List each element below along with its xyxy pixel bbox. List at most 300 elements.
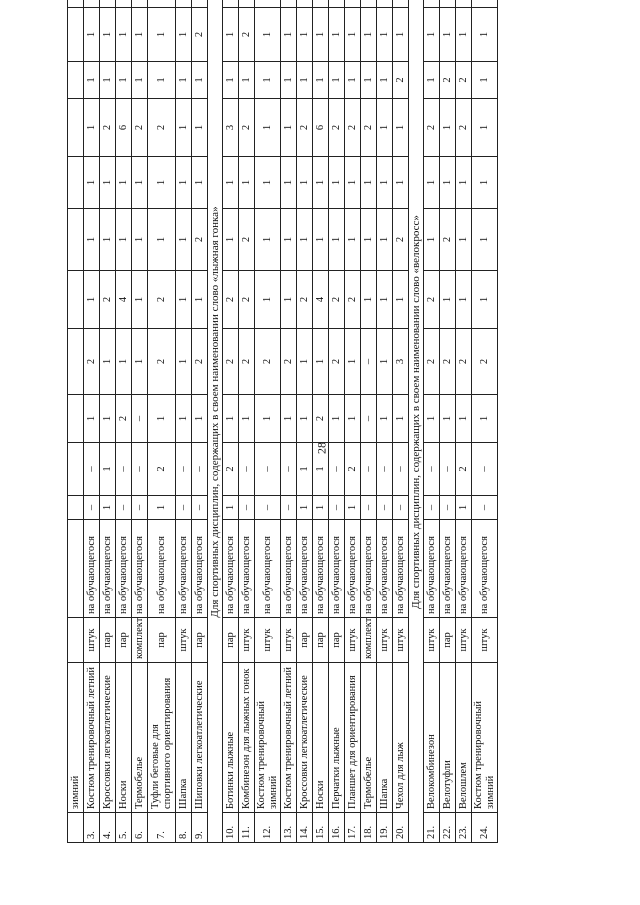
quantity-cell: 2: [192, 8, 208, 62]
per-whom: на обучающегося: [116, 520, 132, 618]
quantity-cell: 1: [100, 157, 116, 209]
table-row: [100, 0, 116, 843]
quantity-cell: 1: [377, 395, 393, 443]
item-name: Костюм тренировочный зимний: [255, 663, 281, 813]
quantity-cell: 1: [239, 395, 255, 443]
quantity-cell: 1: [116, 209, 132, 271]
quantity-cell: 1: [329, 62, 345, 99]
row-number: 24.: [472, 813, 498, 843]
unit: пар: [329, 618, 345, 663]
quantity-cell: 1: [100, 496, 116, 520]
unit: пар: [223, 618, 239, 663]
quantity-cell: 2: [456, 99, 472, 157]
unit: пар: [440, 618, 456, 663]
quantity-cell: 2: [239, 209, 255, 271]
quantity-cell: 1: [329, 157, 345, 209]
unit: пар: [148, 618, 176, 663]
quantity-cell: –: [377, 443, 393, 496]
per-whom: на обучающегося: [84, 520, 100, 618]
quantity-cell: 1: [84, 99, 100, 157]
quantity-cell: 1: [84, 62, 100, 99]
quantity-cell: 1: [297, 395, 313, 443]
quantity-cell: 2: [345, 271, 361, 329]
quantity-cell: 1: [377, 8, 393, 62]
quantity-cell: 1: [345, 395, 361, 443]
per-whom: [68, 520, 84, 618]
row-number: 23.: [456, 813, 472, 843]
quantity-cell: 1: [440, 8, 456, 62]
quantity-cell: 1: [132, 329, 148, 395]
quantity-cell: –: [361, 443, 377, 496]
quantity-cell: –: [361, 496, 377, 520]
row-number: 18.: [361, 813, 377, 843]
quantity-cell: 1: [281, 99, 297, 157]
table-row: [223, 0, 239, 843]
unit: штук: [255, 618, 281, 663]
quantity-cell: 1: [377, 209, 393, 271]
quantity-cell: –: [192, 496, 208, 520]
quantity-cell: 2: [297, 271, 313, 329]
quantity-cell: 1: [223, 62, 239, 99]
quantity-cell: 1: [223, 8, 239, 62]
quantity-cell: 3: [393, 329, 409, 395]
quantity-cell: 1: [377, 271, 393, 329]
unit: штук: [424, 618, 440, 663]
item-name: Комбинезон для лыжных гонок: [239, 663, 255, 813]
quantity-cell: –: [377, 496, 393, 520]
quantity-cell: 1: [255, 62, 281, 99]
per-whom: на обучающегося: [281, 520, 297, 618]
quantity-cell: 1: [313, 443, 329, 496]
quantity-cell: 1: [297, 62, 313, 99]
unit: штук: [345, 618, 361, 663]
unit: штук: [393, 618, 409, 663]
quantity-cell: 1: [100, 62, 116, 99]
quantity-cell: 1: [132, 62, 148, 99]
table-row: [424, 0, 440, 843]
quantity-cell: 1: [84, 209, 100, 271]
table-row: [361, 0, 377, 843]
quantity-cell: –: [393, 496, 409, 520]
quantity-cell: 1: [377, 329, 393, 395]
quantity-cell: 1: [440, 271, 456, 329]
quantity-cell: –: [132, 443, 148, 496]
item-name: Шапка: [176, 663, 192, 813]
row-number: 16.: [329, 813, 345, 843]
quantity-cell: –: [361, 329, 377, 395]
quantity-cell: 1: [472, 157, 498, 209]
quantity-cell: 1: [100, 209, 116, 271]
quantity-cell: –: [472, 443, 498, 496]
quantity-cell: 1: [281, 157, 297, 209]
row-number: 6.: [132, 813, 148, 843]
unit: пар: [192, 618, 208, 663]
quantity-cell: 1: [192, 271, 208, 329]
per-whom: на обучающегося: [345, 520, 361, 618]
quantity-cell: 2: [440, 329, 456, 395]
quantity-cell: 1: [223, 209, 239, 271]
quantity-cell: 1: [313, 157, 329, 209]
quantity-cell: 2: [313, 395, 329, 443]
item-name: Туфли беговые для спортивного ориентирования: [148, 663, 176, 813]
quantity-cell: 1: [393, 271, 409, 329]
quantity-cell: 1: [456, 209, 472, 271]
quantity-cell: 6: [116, 99, 132, 157]
quantity-cell: 1: [255, 271, 281, 329]
quantity-cell: –: [255, 443, 281, 496]
quantity-cell: 1: [456, 157, 472, 209]
item-name: Носки: [116, 663, 132, 813]
quantity-cell: 2: [148, 329, 176, 395]
item-name: Костюм тренировочный зимний: [472, 663, 498, 813]
quantity-cell: 1: [440, 99, 456, 157]
table-row: [176, 0, 192, 843]
quantity-cell: [68, 209, 84, 271]
quantity-cell: 1: [255, 8, 281, 62]
quantity-cell: 1: [393, 157, 409, 209]
quantity-cell: 1: [297, 209, 313, 271]
quantity-cell: –: [84, 443, 100, 496]
quantity-cell: –: [116, 443, 132, 496]
quantity-cell: 2: [239, 271, 255, 329]
quantity-cell: 1: [297, 329, 313, 395]
quantity-cell: 1: [313, 209, 329, 271]
item-name: Костюм тренировочный летний: [84, 663, 100, 813]
per-whom: на обучающегося: [223, 520, 239, 618]
quantity-cell: 1: [424, 395, 440, 443]
quantity-cell: 1: [393, 99, 409, 157]
quantity-cell: 2: [297, 99, 313, 157]
quantity-cell: 1: [223, 496, 239, 520]
quantity-cell: 1: [361, 62, 377, 99]
table-row: [239, 0, 255, 843]
quantity-cell: 1: [176, 271, 192, 329]
per-whom: на обучающегося: [192, 520, 208, 618]
item-name: Чехол для лыж: [393, 663, 409, 813]
quantity-cell: [393, 0, 409, 8]
quantity-cell: 2: [472, 329, 498, 395]
quantity-cell: 1: [148, 62, 176, 99]
quantity-cell: –: [329, 496, 345, 520]
quantity-cell: 1: [313, 8, 329, 62]
quantity-cell: 1: [84, 157, 100, 209]
quantity-cell: [68, 0, 84, 8]
table-row: [377, 0, 393, 843]
unit: штук: [281, 618, 297, 663]
quantity-cell: 1: [148, 209, 176, 271]
unit: пар: [313, 618, 329, 663]
item-name: Велошлем: [456, 663, 472, 813]
quantity-cell: 1: [472, 209, 498, 271]
table-body: [68, 0, 498, 843]
quantity-cell: 1: [361, 8, 377, 62]
section-title: Для спортивных дисциплин, содержащих в своем наименовании слово «велокросс»: [409, 0, 424, 843]
quantity-cell: 1: [361, 271, 377, 329]
quantity-cell: 1: [424, 8, 440, 62]
quantity-cell: 1: [176, 62, 192, 99]
quantity-cell: [440, 0, 456, 8]
table-row: [297, 0, 313, 843]
quantity-cell: 1: [377, 157, 393, 209]
quantity-cell: 1: [116, 62, 132, 99]
quantity-cell: [192, 0, 208, 8]
quantity-cell: 1: [176, 157, 192, 209]
quantity-cell: 2: [100, 271, 116, 329]
row-number: 19.: [377, 813, 393, 843]
per-whom: на обучающегося: [100, 520, 116, 618]
quantity-cell: 1: [393, 8, 409, 62]
quantity-cell: 1: [472, 62, 498, 99]
quantity-cell: 2: [456, 443, 472, 496]
quantity-cell: [424, 0, 440, 8]
row-number: 21.: [424, 813, 440, 843]
quantity-cell: 2: [192, 209, 208, 271]
unit: штук: [377, 618, 393, 663]
unit: комплект: [361, 618, 377, 663]
quantity-cell: 1: [148, 8, 176, 62]
quantity-cell: 1: [456, 395, 472, 443]
quantity-cell: 1: [281, 8, 297, 62]
quantity-cell: 1: [132, 8, 148, 62]
table-row: [456, 0, 472, 843]
quantity-cell: 1: [281, 271, 297, 329]
quantity-cell: 1: [100, 8, 116, 62]
quantity-cell: [68, 157, 84, 209]
quantity-cell: 1: [281, 62, 297, 99]
quantity-cell: 1: [192, 395, 208, 443]
quantity-cell: [84, 0, 100, 8]
quantity-cell: [68, 496, 84, 520]
quantity-cell: 1: [345, 329, 361, 395]
quantity-cell: 1: [424, 62, 440, 99]
table-row: [472, 0, 498, 843]
quantity-cell: 1: [472, 99, 498, 157]
item-name: Кроссовки легкоатлетические: [100, 663, 116, 813]
quantity-cell: –: [132, 395, 148, 443]
quantity-cell: –: [239, 443, 255, 496]
quantity-cell: 1: [148, 496, 176, 520]
quantity-cell: 1: [393, 395, 409, 443]
per-whom: на обучающегося: [313, 520, 329, 618]
quantity-cell: 2: [132, 99, 148, 157]
per-whom: на обучающегося: [456, 520, 472, 618]
quantity-cell: 1: [116, 157, 132, 209]
quantity-cell: 1: [132, 157, 148, 209]
table-row: [345, 0, 361, 843]
quantity-cell: 1: [100, 395, 116, 443]
rotated-page: [67, 32, 627, 843]
quantity-cell: [377, 0, 393, 8]
quantity-cell: 1: [297, 443, 313, 496]
per-whom: на обучающегося: [132, 520, 148, 618]
quantity-cell: 2: [148, 271, 176, 329]
unit: штук: [456, 618, 472, 663]
quantity-cell: [456, 0, 472, 8]
quantity-cell: 2: [84, 329, 100, 395]
row-number: 4.: [100, 813, 116, 843]
quantity-cell: 2: [116, 395, 132, 443]
table-row: [148, 0, 176, 843]
quantity-cell: 1: [176, 329, 192, 395]
quantity-cell: 1: [377, 99, 393, 157]
quantity-cell: [68, 329, 84, 395]
table-row: [329, 0, 345, 843]
quantity-cell: 1: [223, 395, 239, 443]
quantity-cell: –: [393, 443, 409, 496]
quantity-cell: [68, 395, 84, 443]
quantity-cell: 2: [345, 99, 361, 157]
quantity-cell: 2: [424, 99, 440, 157]
table-row: [440, 0, 456, 843]
quantity-cell: 1: [472, 8, 498, 62]
unit: штук: [176, 618, 192, 663]
item-name: Перчатки лыжные: [329, 663, 345, 813]
unit: пар: [297, 618, 313, 663]
table-row: [281, 0, 297, 843]
quantity-cell: 1: [255, 99, 281, 157]
quantity-cell: 6: [313, 99, 329, 157]
quantity-cell: 2: [456, 329, 472, 395]
quantity-cell: 2: [192, 329, 208, 395]
quantity-cell: 1: [255, 395, 281, 443]
quantity-cell: 1: [84, 271, 100, 329]
quantity-cell: 1: [345, 62, 361, 99]
quantity-cell: [223, 0, 239, 8]
quantity-cell: –: [84, 496, 100, 520]
quantity-cell: –: [424, 443, 440, 496]
section-header-row: [208, 0, 223, 843]
quantity-cell: 1: [440, 395, 456, 443]
per-whom: на обучающегося: [472, 520, 498, 618]
row-number: 9.: [192, 813, 208, 843]
quantity-cell: [281, 0, 297, 8]
unit: [68, 618, 84, 663]
table-row: [132, 0, 148, 843]
row-number: 12.: [255, 813, 281, 843]
quantity-cell: 2: [345, 443, 361, 496]
quantity-cell: 1: [223, 157, 239, 209]
item-name: Термобелье: [361, 663, 377, 813]
section-header-row: [409, 0, 424, 843]
quantity-cell: [255, 0, 281, 8]
quantity-cell: 2: [393, 62, 409, 99]
quantity-cell: 1: [313, 496, 329, 520]
quantity-cell: 1: [192, 62, 208, 99]
quantity-cell: 2: [223, 329, 239, 395]
quantity-cell: 1: [456, 496, 472, 520]
table-row: [68, 0, 84, 843]
quantity-cell: 1: [424, 209, 440, 271]
quantity-cell: 2: [281, 329, 297, 395]
quantity-cell: –: [176, 443, 192, 496]
quantity-cell: 1: [148, 157, 176, 209]
per-whom: на обучающегося: [440, 520, 456, 618]
table-row: [313, 0, 329, 843]
quantity-cell: –: [440, 443, 456, 496]
quantity-cell: [361, 0, 377, 8]
equipment-table: [67, 0, 498, 843]
row-number: 22.: [440, 813, 456, 843]
quantity-cell: 2: [100, 99, 116, 157]
item-name: Велотуфли: [440, 663, 456, 813]
quantity-cell: [329, 0, 345, 8]
quantity-cell: 1: [329, 209, 345, 271]
per-whom: на обучающегося: [239, 520, 255, 618]
per-whom: на обучающегося: [377, 520, 393, 618]
item-name: Шиповки легкоатлетические: [192, 663, 208, 813]
table-row: [116, 0, 132, 843]
quantity-cell: [132, 0, 148, 8]
quantity-cell: 1: [313, 329, 329, 395]
row-number: 10.: [223, 813, 239, 843]
quantity-cell: [116, 0, 132, 8]
unit: штук: [239, 618, 255, 663]
quantity-cell: 1: [192, 157, 208, 209]
row-number: 11.: [239, 813, 255, 843]
quantity-cell: 2: [361, 99, 377, 157]
per-whom: на обучающегося: [176, 520, 192, 618]
quantity-cell: 1: [132, 271, 148, 329]
table-row: [192, 0, 208, 843]
quantity-cell: 1: [84, 395, 100, 443]
table-row: [84, 0, 100, 843]
quantity-cell: 1: [255, 157, 281, 209]
quantity-cell: 1: [345, 209, 361, 271]
quantity-cell: [297, 0, 313, 8]
quantity-cell: –: [329, 443, 345, 496]
quantity-cell: 1: [456, 271, 472, 329]
quantity-cell: 1: [329, 8, 345, 62]
quantity-cell: 2: [424, 271, 440, 329]
quantity-cell: [68, 271, 84, 329]
quantity-cell: 1: [345, 496, 361, 520]
item-name: зимний: [68, 663, 84, 813]
quantity-cell: 2: [393, 209, 409, 271]
quantity-cell: 1: [297, 8, 313, 62]
quantity-cell: 1: [377, 62, 393, 99]
quantity-cell: 1: [239, 62, 255, 99]
quantity-cell: [313, 0, 329, 8]
quantity-cell: 1: [440, 157, 456, 209]
quantity-cell: –: [255, 496, 281, 520]
quantity-cell: 1: [345, 157, 361, 209]
quantity-cell: 2: [239, 8, 255, 62]
quantity-cell: 2: [329, 99, 345, 157]
quantity-cell: [345, 0, 361, 8]
item-name: Шапка: [377, 663, 393, 813]
quantity-cell: 1: [239, 157, 255, 209]
page-number: 28: [314, 442, 329, 454]
per-whom: на обучающегося: [361, 520, 377, 618]
quantity-cell: [239, 0, 255, 8]
quantity-cell: [68, 443, 84, 496]
quantity-cell: –: [281, 443, 297, 496]
item-name: Велокомбинезон: [424, 663, 440, 813]
row-number: 8.: [176, 813, 192, 843]
item-name: Костюм тренировочный летний: [281, 663, 297, 813]
row-number: 15.: [313, 813, 329, 843]
quantity-cell: 1: [361, 157, 377, 209]
quantity-cell: [68, 8, 84, 62]
quantity-cell: 2: [456, 62, 472, 99]
quantity-cell: [100, 0, 116, 8]
unit: комплект: [132, 618, 148, 663]
unit: штук: [84, 618, 100, 663]
quantity-cell: 2: [148, 443, 176, 496]
quantity-cell: –: [116, 496, 132, 520]
quantity-cell: 1: [345, 8, 361, 62]
quantity-cell: 1: [456, 8, 472, 62]
